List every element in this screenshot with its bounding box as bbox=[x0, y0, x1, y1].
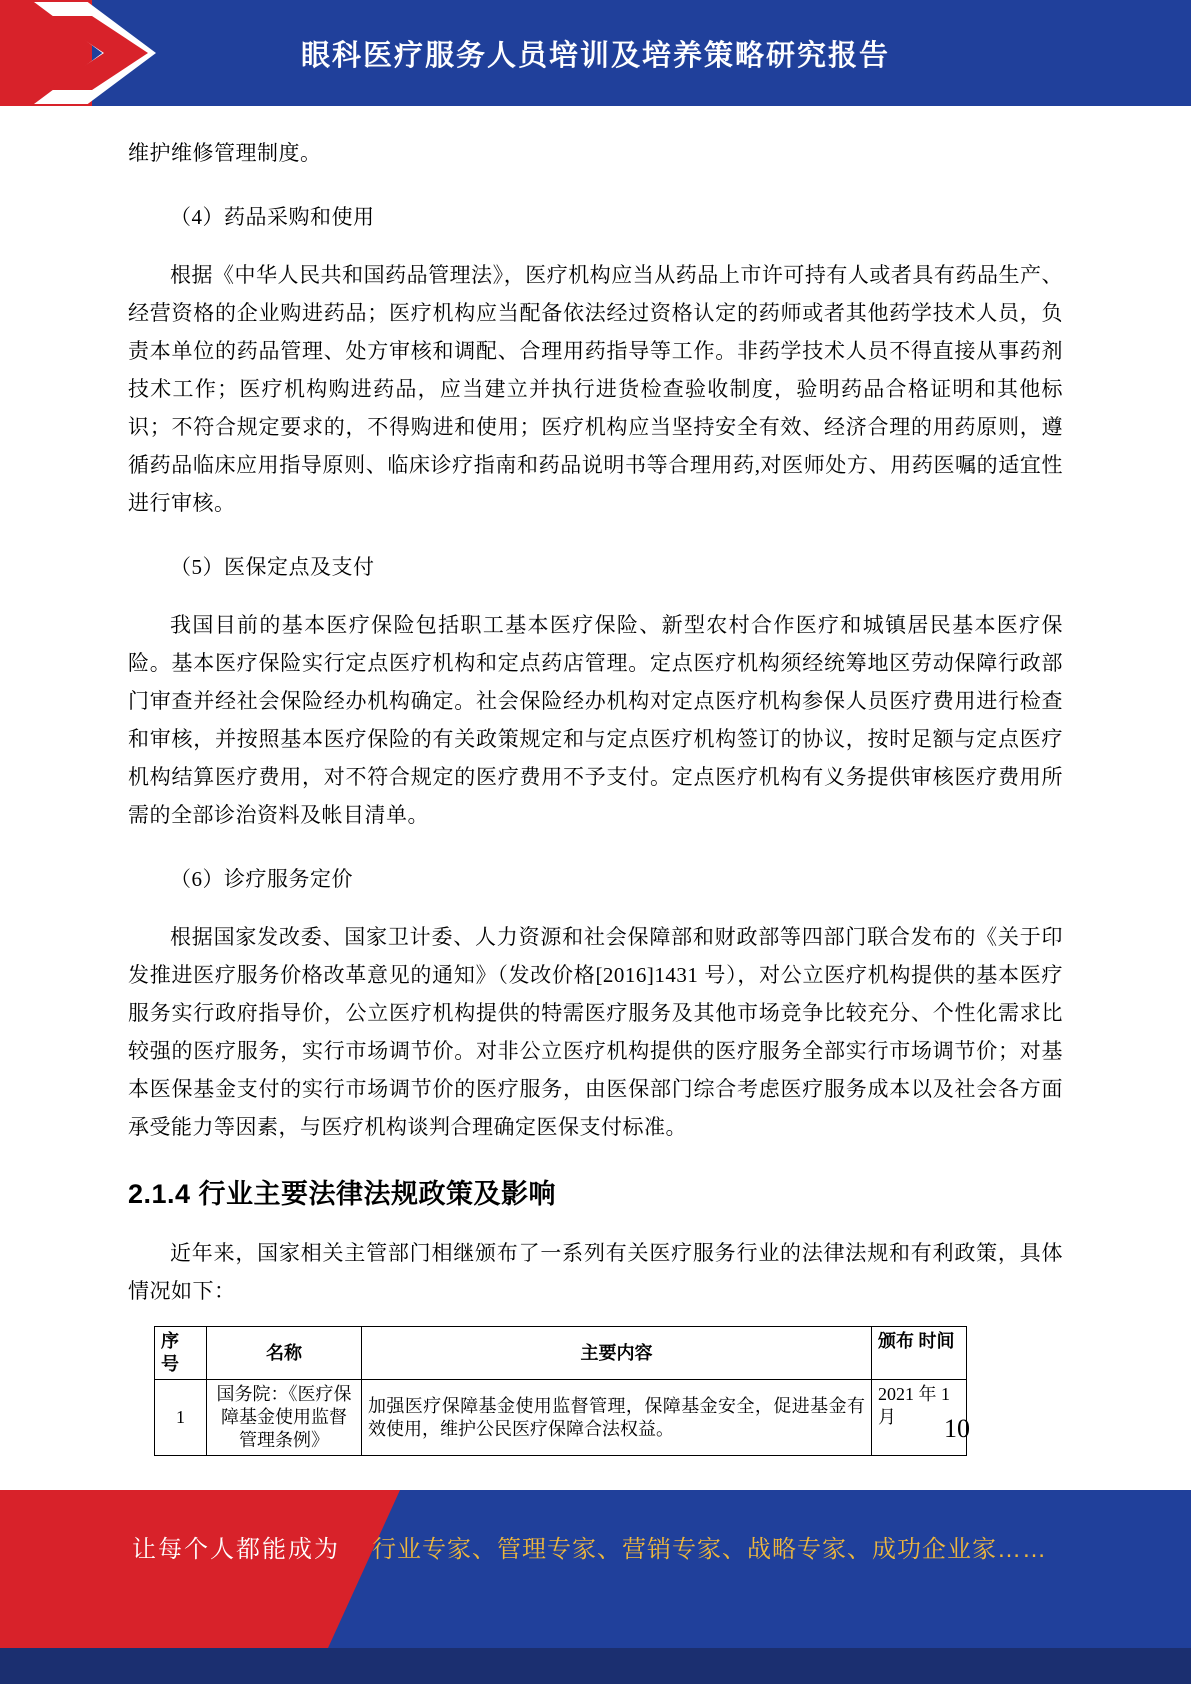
footer-slogan-left: 让每个人都能成为 bbox=[132, 1536, 340, 1563]
subheading-insurance: （5）医保定点及支付 bbox=[170, 555, 375, 579]
report-title: 眼科医疗服务人员培训及培养策略研究报告 bbox=[300, 39, 890, 72]
cell-name: 国务院：《医疗保障基金使用监督管理条例》 bbox=[207, 1380, 362, 1456]
page-footer bbox=[0, 1490, 1191, 1684]
subheading-drug-procurement: （4）药品采购和使用 bbox=[170, 205, 375, 229]
page-header bbox=[0, 0, 1191, 106]
paragraph-insurance: 我国目前的基本医疗保险包括职工基本医疗保险、新型农村合作医疗和城镇居民基本医疗保险。基本医疗保险实行定点医疗机构和定点药店管理。定点医疗机构须经统筹地区劳动保障行政部门审查并经社会保险经办机构确定。社会保险经办机构对定点医疗机构参保人员医疗费用进行检查和审核，并按照基本医疗保险的有关政策规定和与定点医疗机构签订的协议，按时足额与定点医疗机构结算医疗费用，对不符合规定的医疗费用不予支付。定点医疗机构有义务提供审核医疗费用所需的全部诊治资料及帐目清单。 bbox=[128, 613, 1063, 827]
page-number: 10 bbox=[944, 1414, 970, 1443]
col-header-number: 序 号 bbox=[155, 1327, 207, 1380]
cell-time: 2021 年 1 月 bbox=[872, 1380, 967, 1456]
section-heading-2-1-4: 2.1.4 行业主要法律法规政策及影响 bbox=[128, 1179, 557, 1209]
footer-bottom-strip bbox=[0, 1648, 1191, 1684]
cell-content: 加强医疗保障基金使用监督管理，保障基金安全，促进基金有效使用，维护公民医疗保障合法权益。 bbox=[362, 1380, 872, 1456]
paragraph-policies-intro: 近年来，国家相关主管部门相继颁布了一系列有关医疗服务行业的法律法规和有利政策，具体情况如下： bbox=[128, 1241, 1063, 1303]
footer-slogan-right: 行业专家、管理专家、营销专家、战略专家、成功企业家…… bbox=[372, 1536, 1047, 1563]
subheading-pricing: （6）诊疗服务定价 bbox=[170, 867, 353, 891]
col-header-name: 名称 bbox=[207, 1327, 362, 1380]
cell-number: 1 bbox=[155, 1380, 207, 1456]
footer-blue-band bbox=[0, 1490, 1191, 1648]
paragraph-drug-procurement: 根据《中华人民共和国药品管理法》，医疗机构应当从药品上市许可持有人或者具有药品生产、经营资格的企业购进药品；医疗机构应当配备依法经过资格认定的药师或者其他药学技术人员，负责本单位的药品管理、处方审核和调配、合理用药指导等工作。非药学技术人员不得直接从事药剂技术工作；医疗机构购进药品，应当建立并执行进货检查验收制度，验明药品合格证明和其他标识；不符合规定要求的，不得购进和使用；医疗机构应当坚持安全有效、经济合理的用药原则，遵循药品临床应用指导原则、临床诊疗指南和药品说明书等合理用药,对医师处方、用药医嘱的适宜性进行审核。 bbox=[128, 263, 1063, 515]
footer-red-shape bbox=[0, 1490, 400, 1648]
table-row bbox=[155, 1380, 967, 1456]
table-header-row bbox=[155, 1327, 967, 1380]
policy-table bbox=[154, 1326, 967, 1456]
col-header-time: 颁布 时间 bbox=[872, 1327, 967, 1380]
col-header-content: 主要内容 bbox=[362, 1327, 872, 1380]
paragraph-pricing: 根据国家发改委、国家卫计委、人力资源和社会保障部和财政部等四部门联合发布的《关于印发推进医疗服务价格改革意见的通知》（发改价格[2016]1431 号），对公立医疗机构提供的基本医疗服务实行政府指导价，公立医疗机构提供的特需医疗服务及其他市场竞争比较充分、个性化需求比较强的医疗服务，实行市场调节价。对非公立医疗机构提供的医疗服务全部实行市场调节价；对基本医保基金支付的实行市场调节价的医疗服务，由医保部门综合考虑医疗服务成本以及社会各方面承受能力等因素，与医疗机构谈判合理确定医保支付标准。 bbox=[128, 925, 1063, 1139]
document-content bbox=[128, 106, 1063, 1456]
paragraph-maintenance: 维护维修管理制度。 bbox=[128, 141, 322, 165]
